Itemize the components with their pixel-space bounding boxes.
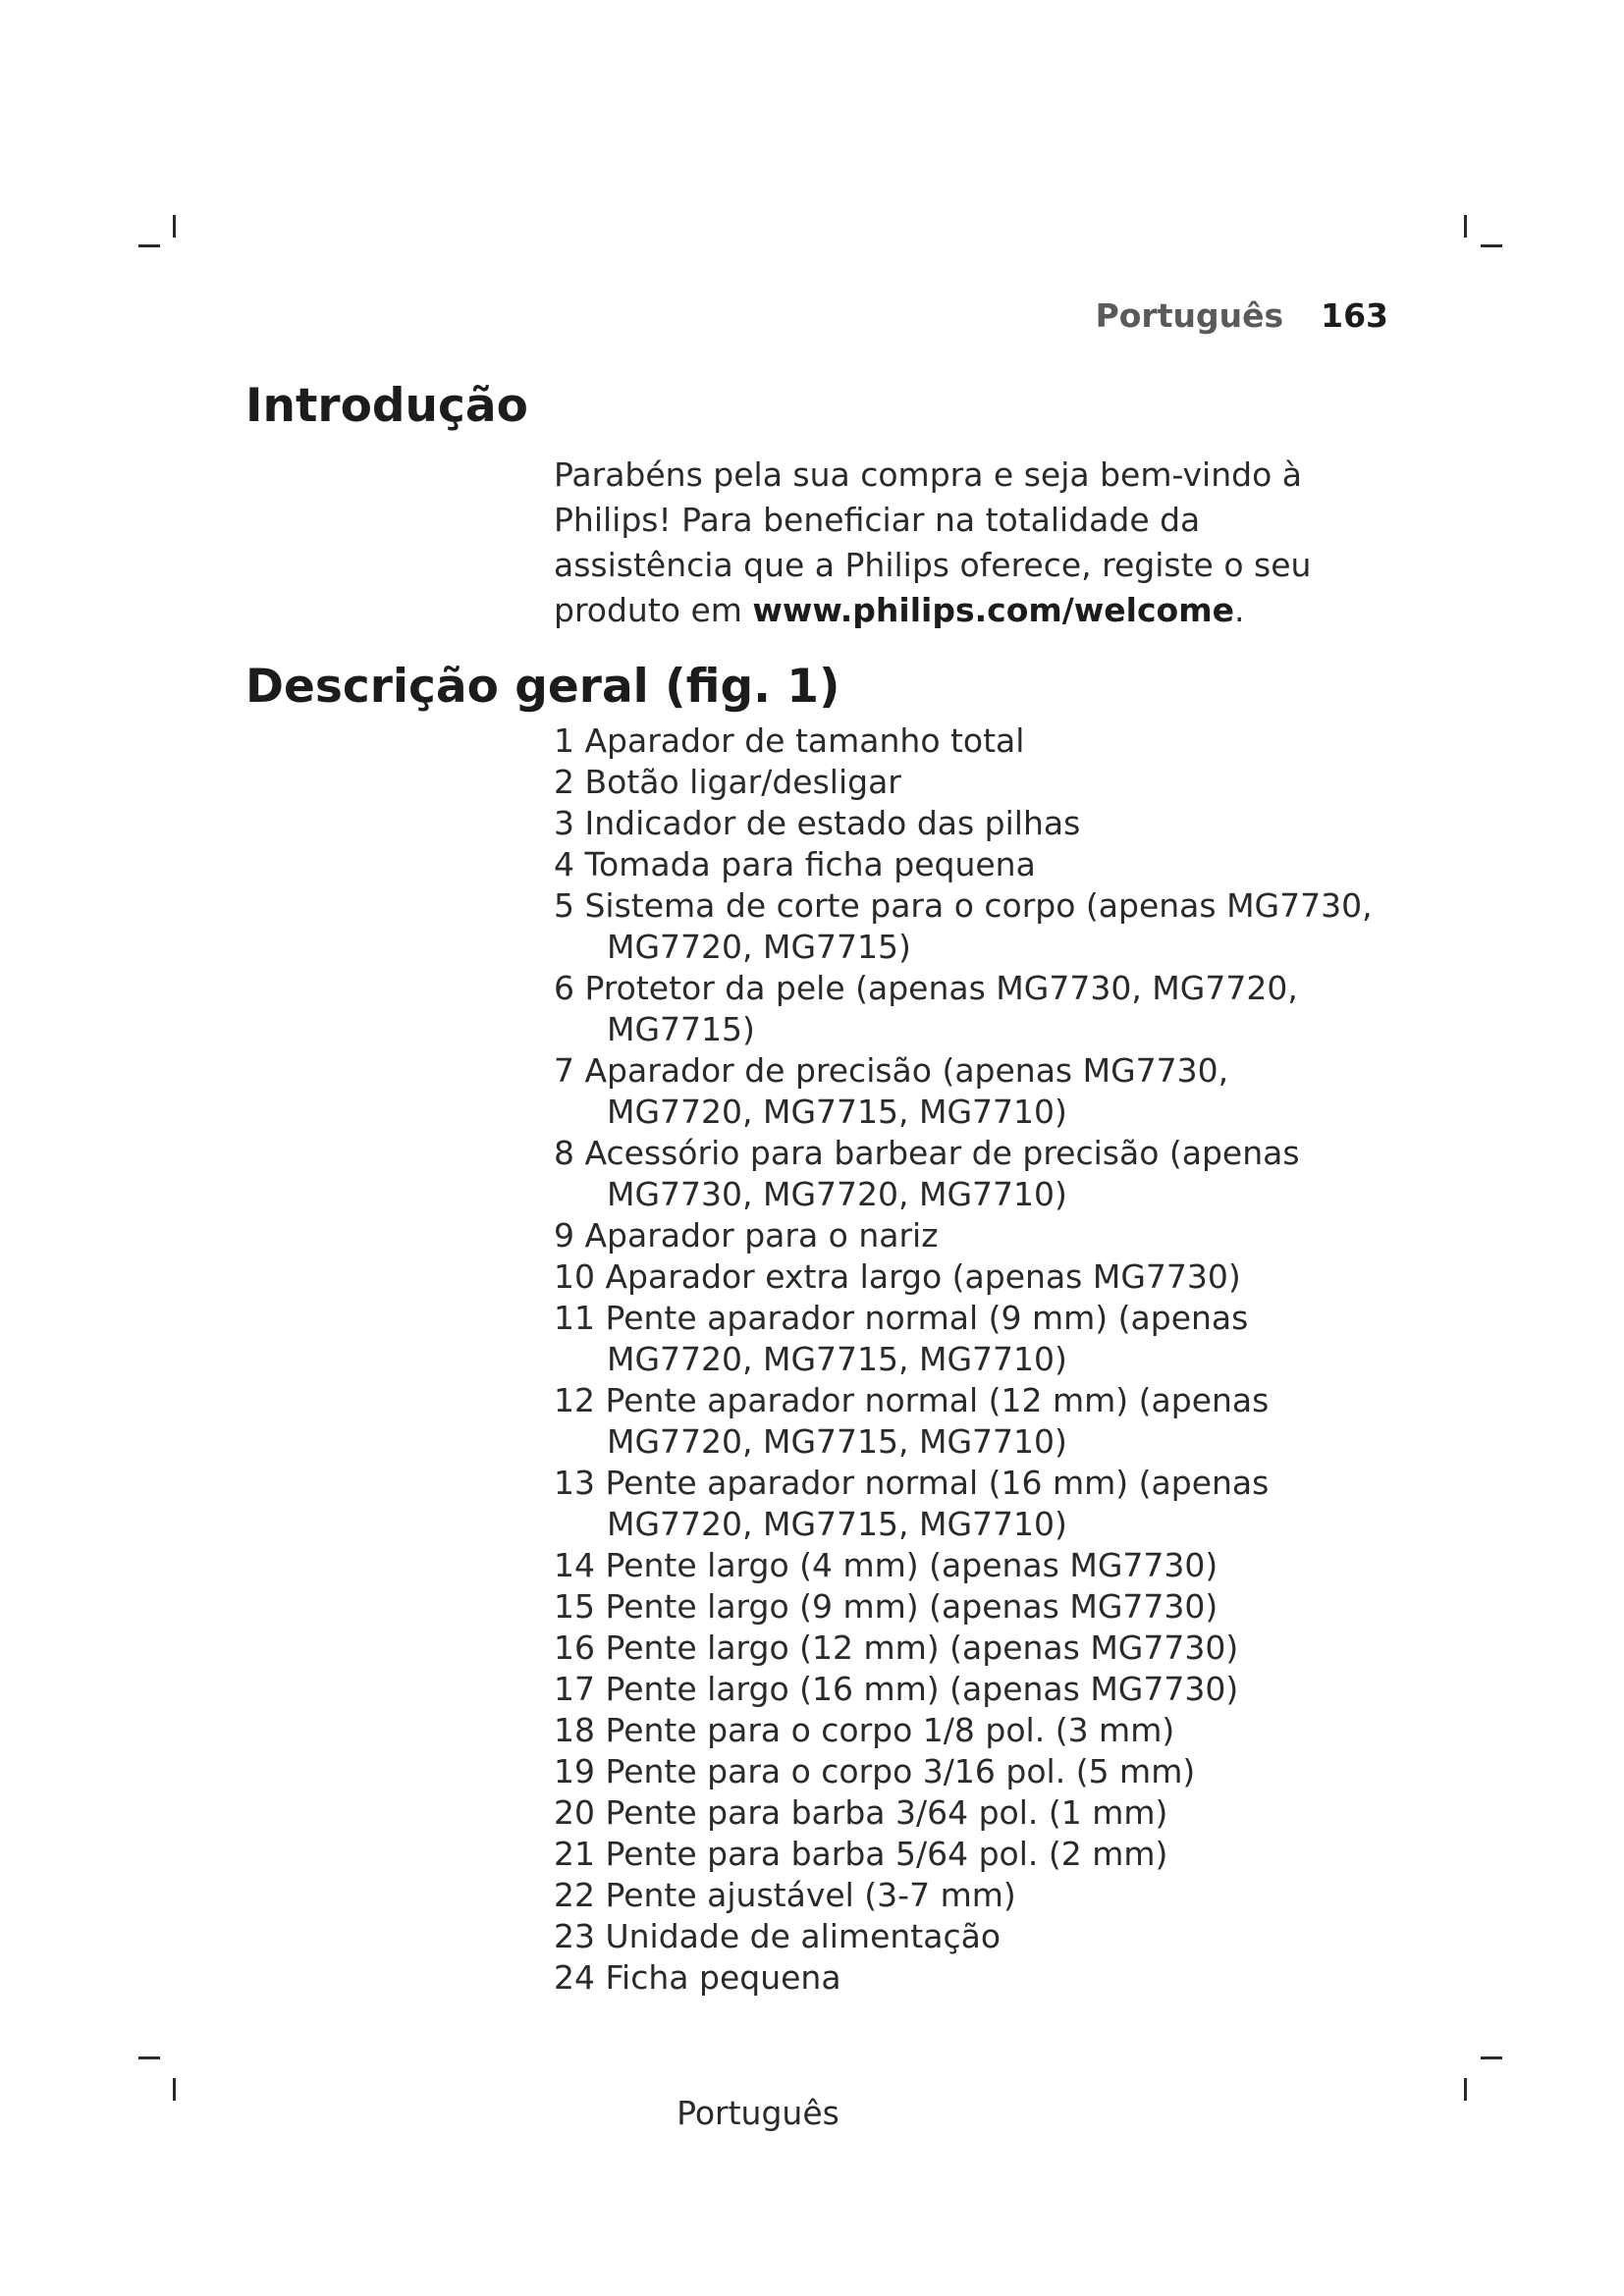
list-item-continuation: MG7720, MG7715, MG7710) (607, 1093, 1067, 1131)
welcome-url: www.philips.com/welcome (752, 591, 1234, 629)
parts-list (554, 721, 1477, 1999)
crop-mark (138, 2056, 160, 2059)
list-item (554, 885, 1477, 968)
list-item-text: 19 Pente para o corpo 3/16 pol. (5 mm) (554, 1752, 1196, 1790)
list-item-text: 16 Pente largo (12 mm) (apenas MG7730) (554, 1629, 1239, 1667)
list-item (554, 1298, 1477, 1380)
intro-paragraph (554, 453, 1437, 633)
list-item (554, 1215, 1477, 1256)
list-item (554, 1792, 1477, 1834)
intro-line-suffix: . (1234, 591, 1245, 629)
list-item-text: 15 Pente largo (9 mm) (apenas MG7730) (554, 1587, 1218, 1626)
crop-mark (138, 244, 160, 247)
list-item-continuation: MG7720, MG7715, MG7710) (607, 1505, 1067, 1543)
list-item-text: 7 Aparador de precisão (apenas MG7730, (554, 1051, 1229, 1090)
list-item-text: 24 Ficha pequena (554, 1958, 841, 1997)
list-item-text: 8 Acessório para barbear de precisão (apenas (554, 1134, 1300, 1172)
list-item (554, 1751, 1477, 1792)
intro-heading: Introdução (245, 379, 528, 433)
list-item (554, 1050, 1477, 1133)
list-item (554, 721, 1477, 762)
list-item (554, 1875, 1477, 1916)
list-item (554, 1957, 1477, 1999)
list-item-text: 20 Pente para barba 3/64 pol. (1 mm) (554, 1793, 1168, 1832)
list-item-text: 22 Pente ajustável (3-7 mm) (554, 1876, 1016, 1914)
list-item (554, 762, 1477, 803)
list-item-text: 1 Aparador de tamanho total (554, 721, 1025, 760)
crop-mark (1481, 244, 1502, 247)
list-item-text: 14 Pente largo (4 mm) (apenas MG7730) (554, 1546, 1218, 1584)
list-item-text: 4 Tomada para ficha pequena (554, 845, 1036, 883)
list-item (554, 1834, 1477, 1875)
intro-line: assistência que a Philips oferece, registe o seu (554, 546, 1312, 584)
list-item-text: 10 Aparador extra largo (apenas MG7730) (554, 1257, 1241, 1296)
list-item-text: 18 Pente para o corpo 1/8 pol. (3 mm) (554, 1711, 1175, 1749)
header-language: Português (1095, 296, 1284, 335)
list-item-text: 17 Pente largo (16 mm) (apenas MG7730) (554, 1670, 1239, 1708)
list-item-text: 23 Unidade de alimentação (554, 1917, 1001, 1955)
list-item (554, 1256, 1477, 1298)
list-item (554, 968, 1477, 1050)
list-item (554, 803, 1477, 844)
list-item-text: 5 Sistema de corte para o corpo (apenas MG7730, (554, 886, 1373, 925)
crop-mark (173, 215, 176, 238)
list-item (554, 1916, 1477, 1957)
list-item (554, 1669, 1477, 1710)
list-item-continuation: MG7720, MG7715, MG7710) (607, 1340, 1067, 1378)
crop-mark (1464, 215, 1467, 238)
list-item (554, 1628, 1477, 1669)
intro-line-last (554, 588, 1437, 633)
intro-line-prefix: produto em (554, 591, 753, 629)
list-item-text: 13 Pente aparador normal (16 mm) (apenas (554, 1464, 1270, 1502)
list-item-text: 12 Pente aparador normal (12 mm) (apenas (554, 1381, 1270, 1419)
list-item (554, 1545, 1477, 1586)
list-item-continuation: MG7720, MG7715) (607, 928, 911, 966)
list-item-text: 6 Protetor da pele (apenas MG7730, MG7720, (554, 969, 1298, 1007)
list-item-text: 3 Indicador de estado das pilhas (554, 804, 1081, 842)
crop-mark (1481, 2056, 1502, 2059)
intro-line: Parabéns pela sua compra e seja bem-vindo à (554, 455, 1302, 494)
list-item-text: 2 Botão ligar/desligar (554, 763, 901, 801)
list-item-text: 21 Pente para barba 5/64 pol. (2 mm) (554, 1835, 1168, 1873)
list-item-continuation: MG7730, MG7720, MG7710) (607, 1175, 1067, 1213)
overview-heading: Descrição geral (fig. 1) (245, 660, 840, 714)
page-number: 163 (1321, 296, 1388, 335)
list-item (554, 1586, 1477, 1628)
list-item-continuation: MG7715) (607, 1010, 755, 1048)
list-item-text: 9 Aparador para o nariz (554, 1216, 939, 1255)
page-footer: Português (677, 2094, 839, 2132)
list-item-continuation: MG7720, MG7715, MG7710) (607, 1422, 1067, 1461)
intro-line: Philips! Para beneficiar na totalidade da (554, 501, 1201, 539)
list-item (554, 1133, 1477, 1215)
list-item (554, 1463, 1477, 1545)
running-header (1096, 293, 1388, 340)
list-item (554, 1710, 1477, 1751)
list-item (554, 1380, 1477, 1463)
list-item (554, 844, 1477, 885)
list-item-text: 11 Pente aparador normal (9 mm) (apenas (554, 1299, 1249, 1337)
